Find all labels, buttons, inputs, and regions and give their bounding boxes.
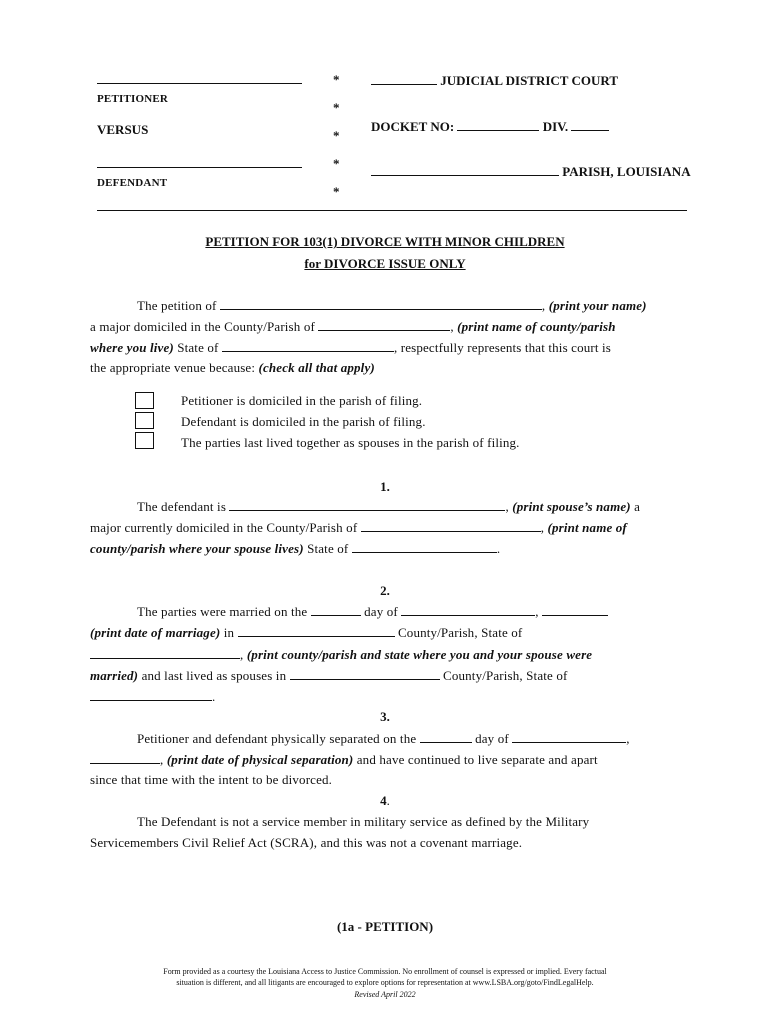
intro-text: The petition of	[137, 298, 217, 313]
section-text: County/Parish, State of	[397, 625, 523, 640]
document-subtitle: for DIVORCE ISSUE ONLY	[304, 256, 466, 271]
hint-text: (print county/parish and state where you and your spouse were	[246, 647, 593, 662]
caption-star: *	[333, 184, 340, 199]
intro-text: a major domiciled in the County/Parish of	[90, 319, 315, 334]
marriage-parish-blank[interactable]	[238, 624, 395, 637]
division-blank[interactable]	[571, 118, 609, 131]
spouse-state-blank[interactable]	[352, 540, 497, 553]
spouse-name-blank[interactable]	[229, 498, 505, 511]
parish-name-blank[interactable]	[371, 163, 559, 176]
defendant-label: DEFENDANT	[97, 177, 168, 189]
venue-checkbox-petitioner[interactable]	[135, 392, 154, 409]
document-title: PETITION FOR 103(1) DIVORCE WITH MINOR CHILDREN	[205, 234, 565, 249]
docket-number-blank[interactable]	[457, 118, 539, 131]
caption-star: *	[333, 156, 340, 171]
venue-option-label: The parties last lived together as spouses in the parish of filing.	[181, 435, 520, 450]
s2-line-3: , (print county/parish and state where you and your spouse were	[90, 646, 592, 663]
section-text: day of	[364, 604, 398, 619]
section-number: 3.	[380, 709, 390, 724]
hint-text: (check all that apply)	[258, 360, 375, 375]
section-text: Petitioner and defendant physically separated on the	[137, 731, 417, 746]
court-line	[371, 72, 618, 89]
intro-text: State of	[177, 340, 219, 355]
s3-line-3: since that time with the intent to be divorced.	[90, 772, 333, 787]
petitioner-parish-blank[interactable]	[318, 318, 450, 331]
s4-line-1: The Defendant is not a service member in military service as defined by the Military	[137, 814, 590, 829]
hint-text: (print date of marriage)	[90, 625, 221, 640]
hint-text: (print name of	[547, 520, 627, 535]
versus-label: VERSUS	[97, 122, 149, 137]
marriage-day-blank[interactable]	[311, 603, 361, 616]
section-text: State of	[307, 541, 349, 556]
hint-text: (print date of physical separation)	[166, 752, 354, 767]
hint-text: (print spouse’s name)	[512, 499, 631, 514]
marriage-year-blank[interactable]	[542, 603, 608, 616]
intro-line-4	[90, 360, 375, 376]
div-label: DIV.	[542, 119, 569, 134]
s1-line-1: The defendant is , (print spouse’s name) a	[137, 499, 641, 514]
footer-line-2: situation is different, and all litigants are encouraged to explore options for representation at www.LSBA.org/goto/FindLegalHelp.	[176, 978, 594, 987]
last-lived-state-blank[interactable]	[90, 688, 212, 701]
caption-star: *	[333, 100, 340, 115]
s2-line-2	[90, 624, 522, 641]
venue-checkbox-defendant[interactable]	[135, 412, 154, 429]
s4-line-2: Servicemembers Civil Relief Act (SCRA), and this was not a covenant marriage.	[90, 835, 523, 850]
section-text: and last lived as spouses in	[141, 668, 287, 683]
section-text: major currently domiciled in the County/Parish of	[90, 520, 358, 535]
docket-line	[371, 118, 609, 135]
caption-star: *	[333, 72, 340, 87]
section-text: County/Parish, State of	[443, 668, 568, 683]
separation-day-blank[interactable]	[420, 730, 472, 743]
section-number: 4.	[380, 793, 390, 808]
court-name: JUDICIAL DISTRICT COURT	[440, 73, 618, 88]
intro-text: the appropriate venue because:	[90, 360, 256, 375]
section-text: The defendant is	[137, 499, 227, 514]
parish-suffix: PARISH, LOUISIANA	[562, 164, 691, 179]
caption-divider	[97, 210, 687, 211]
intro-line-3	[90, 339, 611, 356]
s3-line-1: Petitioner and defendant physically separated on the day of ,	[137, 731, 630, 746]
separation-month-blank[interactable]	[512, 730, 626, 743]
district-number-blank[interactable]	[371, 72, 437, 85]
last-lived-parish-blank[interactable]	[290, 667, 440, 680]
petitioner-state-blank[interactable]	[222, 339, 394, 352]
petitioner-name-blank[interactable]	[220, 297, 542, 310]
marriage-month-blank[interactable]	[401, 603, 535, 616]
section-number: 2.	[380, 583, 390, 598]
petitioner-name-line[interactable]	[97, 83, 302, 84]
section-text: day of	[475, 731, 509, 746]
spouse-parish-blank[interactable]	[361, 519, 541, 532]
hint-text: (print name of county/parish	[457, 319, 616, 334]
section-text: and have continued to live separate and apart	[356, 752, 598, 767]
intro-line-2: a major domiciled in the County/Parish of , (print name of county/parish	[90, 319, 616, 334]
section-text: a	[634, 499, 641, 514]
separation-year-blank[interactable]	[90, 751, 160, 764]
venue-option-label: Petitioner is domiciled in the parish of filing.	[181, 393, 423, 408]
marriage-state-blank[interactable]	[90, 646, 240, 659]
s3-line-2: , (print date of physical separation) and have continued to live separate and apart	[90, 751, 598, 768]
section-number: 1.	[380, 479, 390, 494]
s1-line-2: major currently domiciled in the County/Parish of , (print name of	[90, 520, 627, 535]
intro-line-1: The petition of , (print your name)	[137, 298, 647, 313]
section-text: in	[223, 625, 235, 640]
footer-revised: Revised April 2022	[354, 990, 416, 999]
defendant-name-line[interactable]	[97, 167, 302, 168]
hint-text: county/parish where your spouse lives)	[90, 541, 304, 556]
hint-text: where you live)	[90, 340, 174, 355]
s2-line-4	[90, 667, 567, 684]
section-number-text: 4	[380, 793, 387, 808]
intro-text: , respectfully represents that this court is	[393, 340, 612, 355]
parish-line	[371, 163, 691, 180]
venue-option-label: Defendant is domiciled in the parish of filing.	[181, 414, 426, 429]
page-label: (1a - PETITION)	[336, 919, 434, 934]
petitioner-label: PETITIONER	[97, 93, 169, 105]
s1-line-3: county/parish where your spouse lives) State of .	[90, 541, 501, 556]
venue-checkbox-last-lived[interactable]	[135, 432, 154, 449]
section-text: The parties were married on the	[137, 604, 308, 619]
caption-star: *	[333, 128, 340, 143]
hint-text: married)	[90, 668, 139, 683]
hint-text: (print your name)	[548, 298, 647, 313]
s2-line-1: The parties were married on the day of ,	[137, 603, 608, 620]
footer-line-1: Form provided as a courtesy the Louisiana Access to Justice Commission. No enrollment of counsel is expressed or implied. Every factual	[163, 967, 607, 976]
s2-line-5: .	[90, 688, 215, 705]
docket-label: DOCKET NO:	[371, 119, 455, 134]
